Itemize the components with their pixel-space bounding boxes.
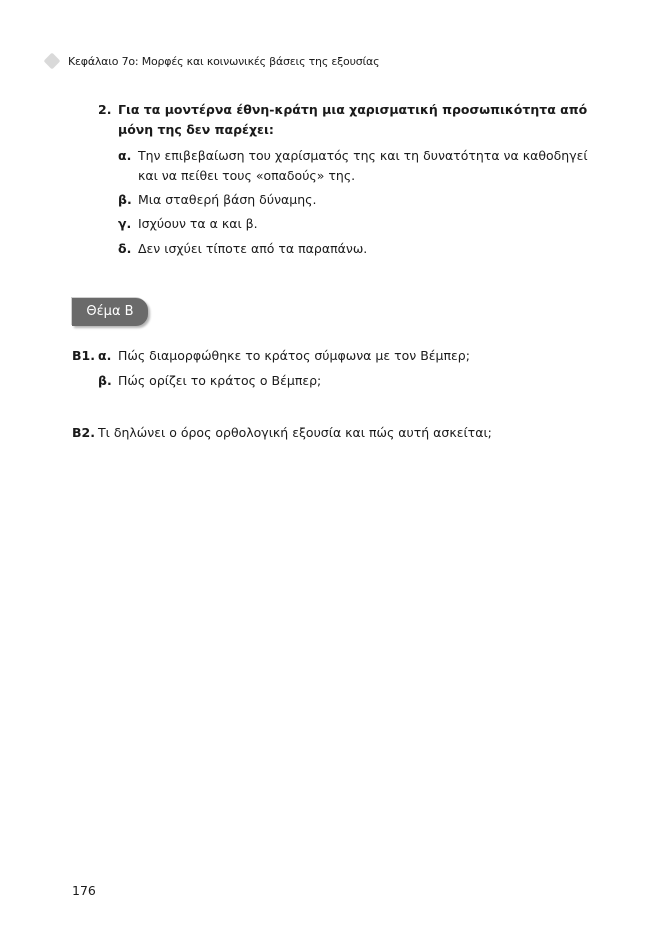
option-text: Την επιβεβαίωση του χαρίσματός της και τη δυνατότητα να καθοδηγεί και να πείθει τους «οπαδούς» της. xyxy=(138,148,588,183)
option-label: δ. xyxy=(118,241,132,256)
question-text: Τι δηλώνει ο όρος ορθολογική εξουσία και πώς αυτή ασκείται; xyxy=(98,425,492,440)
option-text: Δεν ισχύει τίποτε από τα παραπάνω. xyxy=(138,241,368,256)
question-number: 2. xyxy=(98,102,112,117)
chapter-title: Κεφάλαιο 7ο: Μορφές και κοινωνικές βάσεις της εξουσίας xyxy=(68,54,380,68)
question-b2 xyxy=(72,423,612,443)
option-text: Μια σταθερή βάση δύναμης. xyxy=(138,192,317,207)
diamond-bullet-icon xyxy=(44,53,61,70)
question-key: Β2. xyxy=(72,425,95,440)
option-text: Ισχύουν τα α και β. xyxy=(138,216,258,231)
part-label: α. xyxy=(98,348,112,363)
part-label: β. xyxy=(98,373,112,388)
page-number: 176 xyxy=(72,883,96,898)
question-key: Β1. xyxy=(72,348,95,363)
option-label: γ. xyxy=(118,216,132,231)
option-label: β. xyxy=(118,192,132,207)
section-badge: Θέμα Β xyxy=(72,298,148,326)
question-text: Για τα μοντέρνα έθνη-κράτη μια χαρισματική προσωπικότητα από μόνη της δεν παρέχει: xyxy=(118,102,588,137)
running-header xyxy=(46,52,379,70)
part-text: Πώς διαμορφώθηκε το κράτος σύμφωνα με τον Βέμπερ; xyxy=(118,348,470,363)
question-b1 xyxy=(72,346,612,390)
option-label: α. xyxy=(118,148,132,163)
part-text: Πώς ορίζει το κράτος ο Βέμπερ; xyxy=(118,373,322,388)
